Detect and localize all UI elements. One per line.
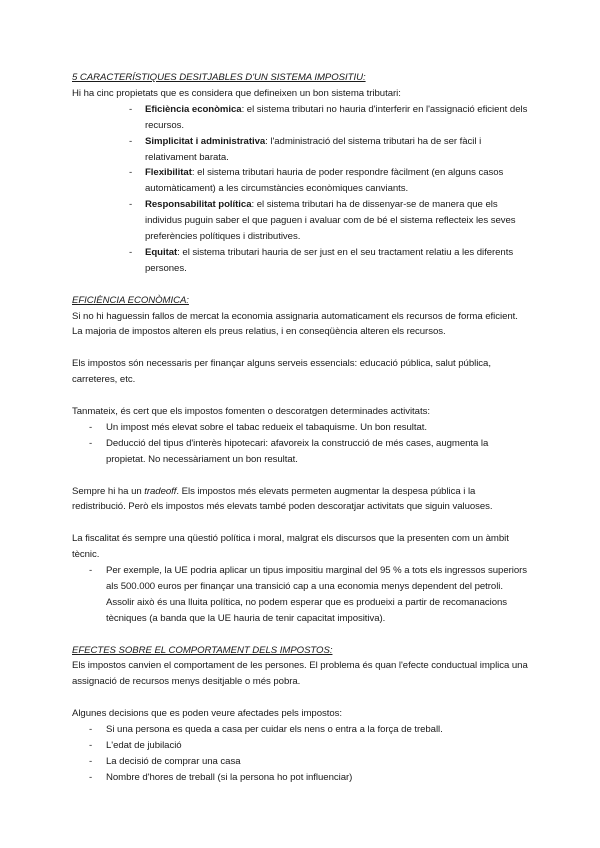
list-item: - Nombre d'hores de treball (si la persona ho pot influenciar)	[72, 770, 528, 786]
section1-intro: Hi ha cinc propietats que es considera que defineixen un bon sistema tributari:	[72, 87, 401, 99]
item-term: Simplicitat i administrativa	[145, 135, 266, 147]
list-item: - Si una persona es queda a casa per cuidar els nens o entra a la força de treball.	[72, 722, 528, 738]
italic-term: tradeoff	[144, 485, 177, 497]
list-item: - Un impost més elevat sobre el tabac redueix el tabaquisme. Un bon resultat.	[72, 420, 528, 436]
list-item: - Per exemple, la UE podria aplicar un tipus impositiu marginal del 95 % a tots els ingressos superiors als 500.000 euros per finançar una transició cap a una economia menys dependent del petroli. Assolir això és una lluita política, no podem esperar que es produeixi a partir de recomanacions tècniques (a banda que la UE hauria de tenir capacitat impositiva).	[72, 563, 528, 627]
item-text: : el sistema tributari hauria de ser just en el seu tractament relatiu a les diferents persones.	[145, 246, 514, 274]
paragraph-tradeoff	[72, 484, 528, 516]
item-text: : el sistema tributari ha de dissenyar-se de manera que els individus puguin saber el que paguen i avaluar com de bé el sistema reflecteix les seves preferències polítiques i distributives.	[145, 199, 516, 243]
item-term: Flexibilitat	[145, 167, 192, 179]
paragraph: Tanmateix, és cert que els impostos fomenten o descoratgen determinades activitats:	[72, 405, 430, 417]
list-item: - La decisió de comprar una casa	[72, 754, 528, 770]
activities-list	[72, 420, 528, 468]
paragraph: Si no hi haguessin fallos de mercat la economia assignaria automaticament els recursos de forma eficient. La majoria de impostos alteren els preus relatius, i en conseqüència alteren els recursos.	[72, 310, 518, 338]
item-text: : el sistema tributari hauria de poder respondre fàcilment (en alguns casos automàticament) a les circumstàncies econòmiques canviants.	[145, 167, 504, 195]
list-item	[72, 102, 528, 134]
item-term: Equitat	[145, 246, 178, 258]
text-segment: . Els impostos més elevats permeten augmentar la despesa pública i la redistribució. Però els impostos més elevats també poden descoratjar activitats que siguin valuoses.	[72, 485, 493, 513]
document-page	[72, 70, 528, 786]
list-item: - L'edat de jubilació	[72, 738, 528, 754]
paragraph: Els impostos són necessaris per finançar alguns serveis essencials: educació pública, salut pública, carreteres, etc.	[72, 358, 491, 386]
section-heading-economic-efficiency: EFICIÈNCIA ECONÒMICA:	[72, 294, 189, 306]
paragraph: Algunes decisions que es poden veure afectades pels impostos:	[72, 708, 343, 720]
example-list	[72, 563, 528, 627]
section-heading-desirable-characteristics: 5 CARACTERÍSTIQUES DESITJABLES D'UN SISTEMA IMPOSITIU:	[72, 72, 366, 83]
list-item	[72, 245, 528, 277]
item-term: Responsabilitat política	[145, 199, 252, 211]
paragraph: Els impostos canvien el comportament de les persones. El problema és quan l'efecte conductual implica una assignació de recursos menys desitjable o més pobra.	[72, 660, 528, 688]
decisions-list	[72, 722, 528, 786]
list-item	[72, 165, 528, 197]
list-item	[72, 197, 528, 245]
list-item: - Deducció del tipus d'interès hipotecari: afavoreix la construcció de més cases, augmenta la propietat. No necessàriament un bon resultat.	[72, 436, 528, 468]
section-heading-behavioral-effects: EFECTES SOBRE EL COMPORTAMENT DELS IMPOSTOS:	[72, 644, 333, 656]
list-item	[72, 134, 528, 166]
text-segment: Sempre hi ha un	[72, 485, 145, 497]
item-term: Eficiència econòmica	[145, 103, 242, 115]
item-text: : l'administració del sistema tributari ha de ser fàcil i relativament barata.	[145, 135, 482, 163]
characteristics-list	[72, 102, 528, 277]
item-text: : el sistema tributari no hauria d'interferir en l'assignació eficient dels recursos.	[145, 103, 528, 131]
paragraph: La fiscalitat és sempre una qüestió política i moral, malgrat els discursos que la presenten com un àmbit tècnic.	[72, 533, 509, 561]
